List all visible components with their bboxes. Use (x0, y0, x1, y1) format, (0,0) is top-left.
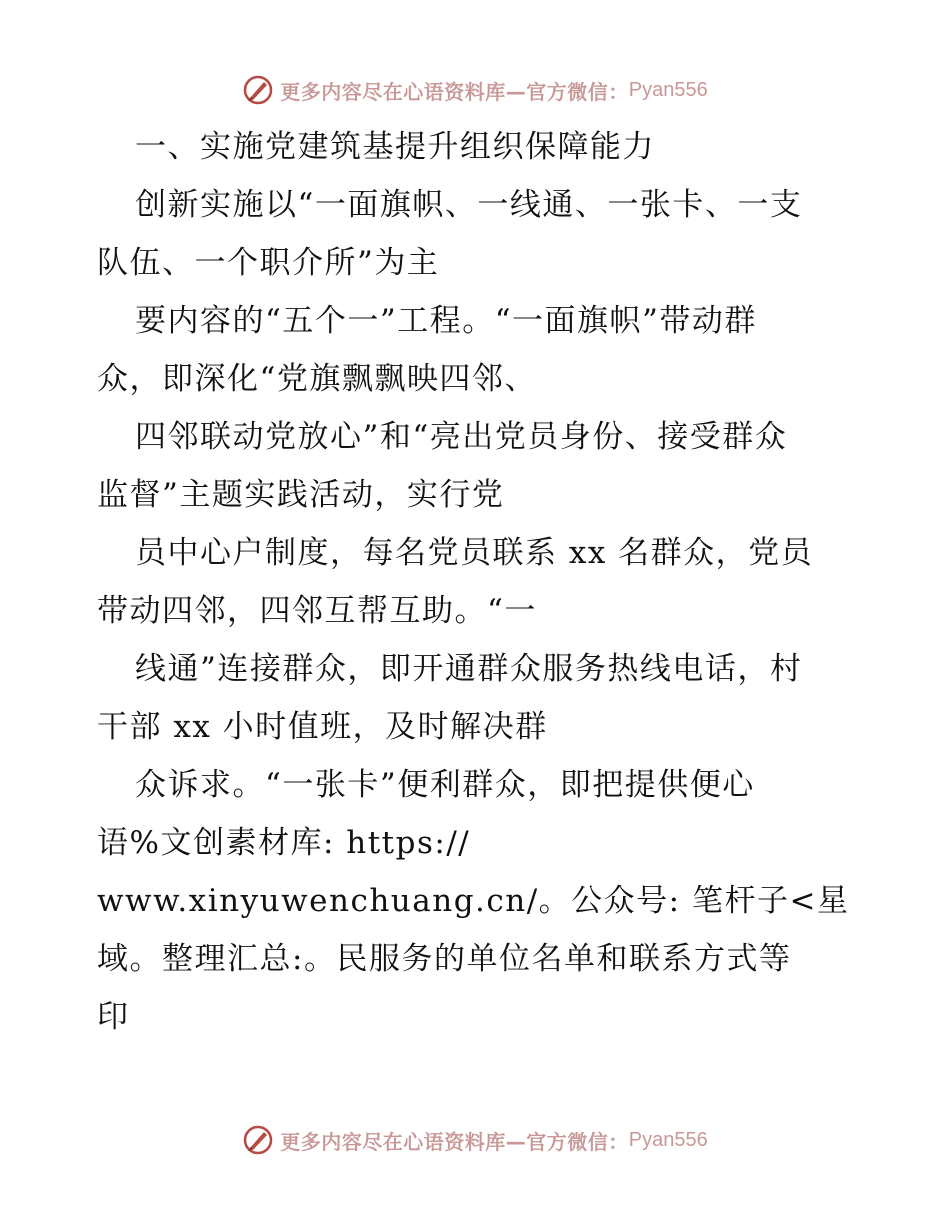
text-line: 一、实施党建筑基提升组织保障能力 (135, 129, 655, 165)
text-line: 线通”连接群众，即开通群众服务热线电话，村 (135, 651, 803, 687)
quill-pen-seal-icon (242, 74, 274, 106)
banner-wechat-id: Pyan556 (628, 1128, 708, 1151)
text-line: 带动四邻，四邻互帮互助。“一 (97, 593, 537, 629)
text-line: 监督”主题实践活动，实行党 (97, 477, 505, 513)
text-line: 队伍、一个职介所”为主 (97, 245, 440, 281)
text-line: 四邻联动党放心”和“亮出党员身份、接受群众 (135, 419, 788, 455)
banner-wechat-id: Pyan556 (628, 78, 708, 101)
quill-pen-seal-icon (242, 1124, 274, 1156)
text-line: www.xinyuwenchuang.cn/。公众号: 笔杆子<星 (97, 883, 850, 919)
text-line: 语%文创素材库: https:// (97, 825, 471, 861)
text-line: 众，即深化“党旗飘飘映四邻、 (97, 361, 537, 397)
banner-text: 更多内容尽在心语资料库—官方微信： (280, 79, 629, 104)
document-body (97, 118, 857, 1046)
footer-banner (0, 1120, 950, 1160)
text-line: 要内容的“五个一”工程。“一面旗帜”带动群 (135, 303, 757, 339)
text-line: 印 (97, 999, 130, 1035)
text-line: 域。整理汇总:。民服务的单位名单和联系方式等 (97, 941, 792, 977)
banner-text: 更多内容尽在心语资料库—官方微信： (280, 1129, 629, 1154)
text-line: 员中心户制度，每名党员联系 xx 名群众，党员 (135, 535, 814, 571)
text-line: 创新实施以“一面旗帜、一线通、一张卡、一支 (135, 187, 803, 223)
text-line: 众诉求。“一张卡”便利群众，即把提供便心 (135, 767, 755, 803)
header-banner (0, 70, 950, 110)
text-line: 干部 xx 小时值班，及时解决群 (97, 709, 548, 745)
